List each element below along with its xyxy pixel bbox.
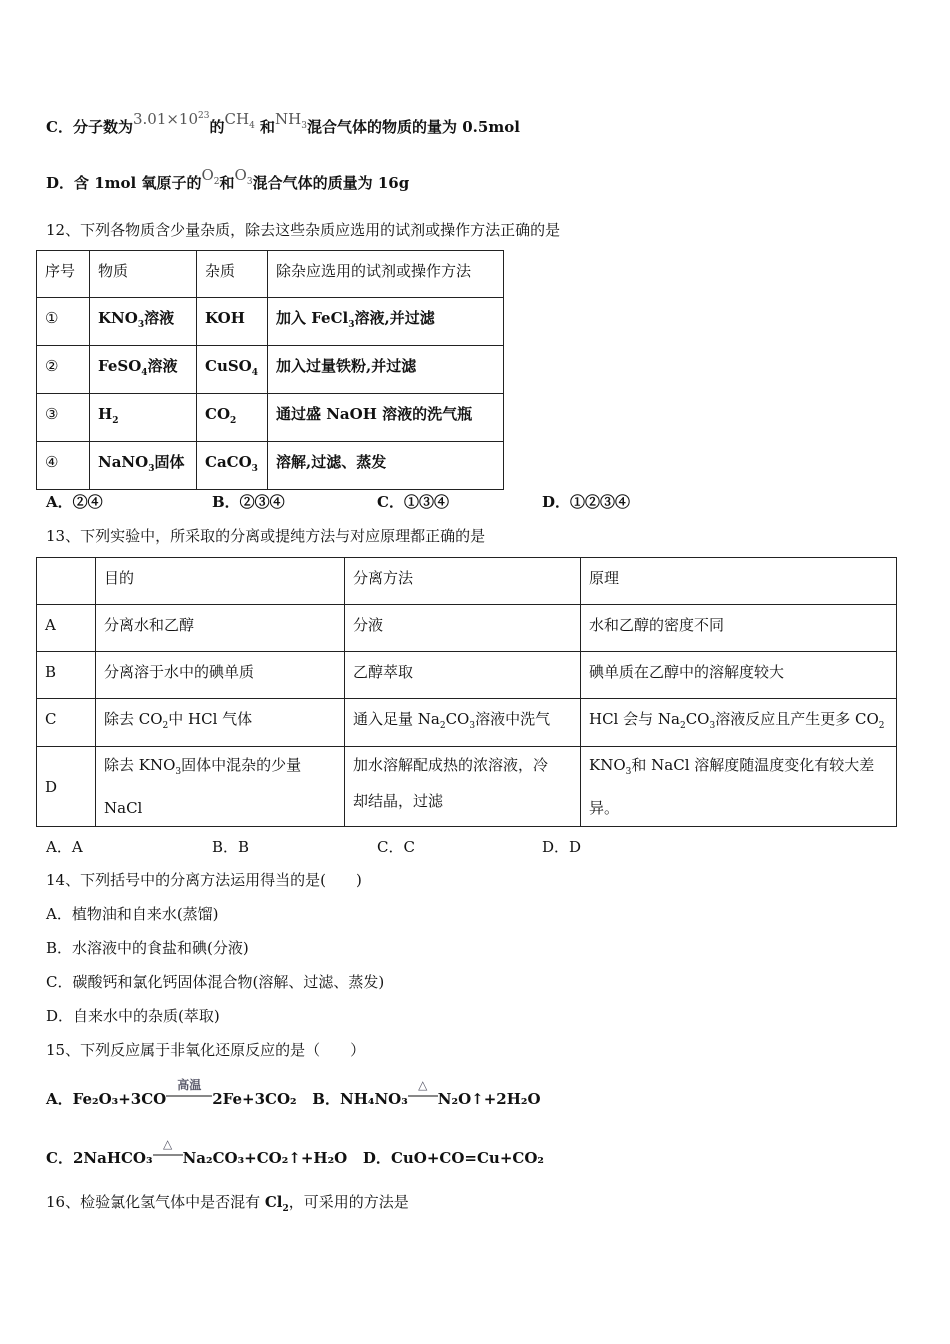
table-row: ③ $H_2$ $CO_2$ 通过盛 NaOH 溶液的洗气瓶 (37, 394, 504, 442)
table-row: ② FeSO$_4$溶液 CuSO$_4$ 加入过量铁粉,并过滤 (37, 346, 504, 394)
q12-option-a: A．②④ (46, 493, 103, 511)
formula-o2: $O_2$ (201, 166, 220, 187)
q13-option-a: A．A (46, 838, 83, 856)
q14-option-d: D．自来水中的杂质(萃取) (46, 1007, 220, 1025)
reaction-condition: 高温 (166, 1086, 212, 1104)
q11-option-d: D．含 1mol 氧原子的$O_2$和$O_3$混合气体的质量为 16g (46, 166, 410, 192)
table-row: A 分离水和乙醇 分液 水和乙醇的密度不同 (37, 605, 897, 652)
table-header-cell: 序号 (37, 251, 90, 298)
q12-option-c: C．①③④ (377, 493, 449, 511)
q14-option-c: C．碳酸钙和氯化钙固体混合物(溶解、过滤、蒸发) (46, 973, 385, 991)
table-header-cell: 杂质 (197, 251, 268, 298)
q12-option-d: D．①②③④ (542, 493, 631, 511)
table-row: ① $KNO_3$溶液 KOH 加入 FeCl$_3$溶液,并过滤 (37, 298, 504, 346)
q12-option-b: B．②③④ (212, 493, 285, 511)
table-header-cell: 物质 (90, 251, 197, 298)
table-row: D 除去 $KNO_3$固体中混杂的少量 NaCl 加水溶解配成热的浓溶液，冷 却结晶，过滤 $KNO_3$和 NaCl 溶解度随温度变化有较大差 异。 (37, 747, 897, 827)
q12-stem: 12、下列各物质含少量杂质，除去这些杂质应选用的试剂或操作方法正确的是 (46, 221, 561, 239)
q13-option-b: B．B (212, 838, 250, 856)
table-header-row: 目的 分离方法 原理 (37, 558, 897, 605)
q13-option-d: D．D (542, 838, 582, 856)
table-row: B 分离溶于水中的碘单质 乙醇萃取 碘单质在乙醇中的溶解度较大 (37, 652, 897, 699)
reaction-condition: △ (153, 1145, 183, 1163)
reaction-condition: △ (408, 1086, 438, 1104)
q13-table (36, 557, 897, 827)
q14-option-a: A．植物油和自来水(蒸馏) (46, 905, 219, 923)
formula-nh3: $NH_3$ (275, 110, 307, 131)
q14-option-b: B．水溶液中的食盐和碘(分液) (46, 939, 249, 957)
q13-stem: 13、下列实验中，所采取的分离或提纯方法与对应原理都正确的是 (46, 527, 486, 545)
formula-o3: $O_3$ (234, 166, 253, 187)
q15-options-cd: C．2NaHCO₃ △ Na₂CO₃+CO₂↑+H₂O D．CuO+CO=Cu+CO₂ (46, 1137, 544, 1167)
q13-option-c: C．C (377, 838, 415, 856)
table-row: ④ NaNO$_3$固体 CaCO$_3$ 溶解,过滤、蒸发 (37, 442, 504, 490)
q12-table (36, 250, 504, 490)
q16-stem: 16、检验氯化氢气体中是否混有 $Cl_2$，可采用的方法是 (46, 1193, 409, 1214)
table-row: C 除去 $CO_2$中 HCl 气体 通入足量 $Na_2CO_3$溶液中洗气 HCl 会与 $Na_2CO_3$溶液反应且产生更多 $CO_2$ (37, 699, 897, 747)
q11-option-c: C．分子数为$3.01\times 10^{23}$的$CH_4$ 和$NH_3$混合气体的物质的量为 0.5mol (46, 110, 520, 136)
table-header-row (37, 251, 504, 298)
formula-number: $3.01\times 10^{23}$ (132, 110, 210, 128)
formula-ch4: $CH_4$ (224, 110, 255, 131)
q15-options-ab: A．Fe₂O₃+3CO 高温 2Fe+3CO₂ B．NH₄NO₃ △ N₂O↑+2H₂O (46, 1078, 541, 1108)
q15-stem: 15、下列反应属于非氧化还原反应的是（ ） (46, 1041, 366, 1059)
q14-stem: 14、下列括号中的分离方法运用得当的是( ) (46, 871, 362, 889)
table-header-cell: 除杂应选用的试剂或操作方法 (268, 251, 504, 298)
